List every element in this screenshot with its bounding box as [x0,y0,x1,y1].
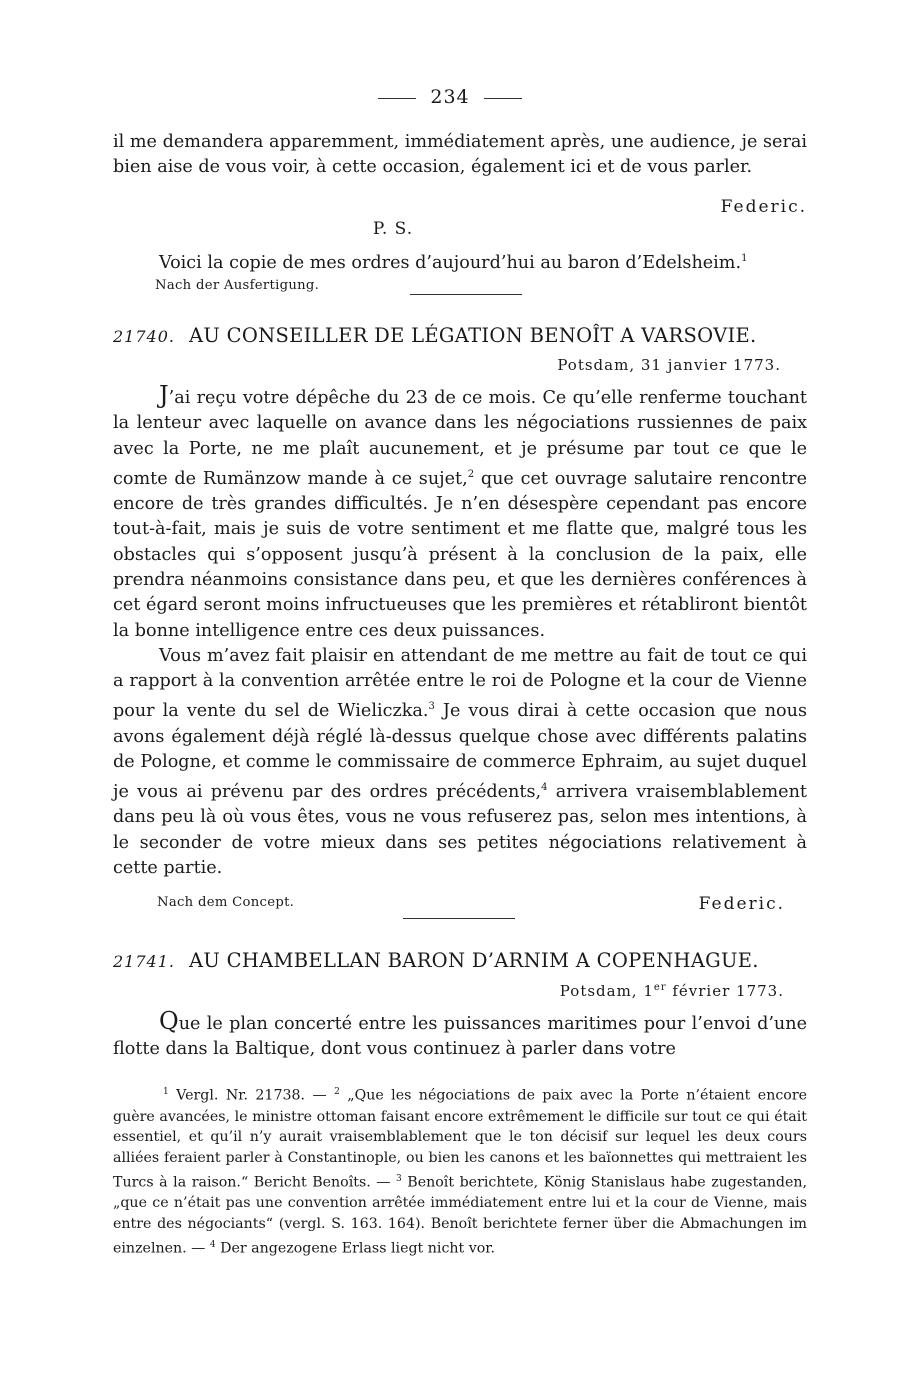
postscript-source: Nach der Ausfertigung. [155,278,320,293]
letter-21740-paragraph-1 [113,383,807,644]
page-number-rule-left [378,98,416,99]
letter-21740-paragraph-2 [113,644,807,881]
letter-21741-heading [113,949,807,972]
letter-21740-p1-text-a: ’ai reçu votre dépêche du 23 de ce mois. Ce qu’elle renferme touchant la lenteur avec laquelle on avance dans les négociations russiennes de paix avec la Porte, ne me plaît aucunement, et je présume par tout ce que le comte de Rumänzow mande à ce sujet, [113,388,807,489]
postscript-paragraph [159,246,819,276]
footnote-4-marker: 4 [209,1240,216,1251]
letter-21740-heading [113,324,807,347]
continuation-paragraph: il me demandera apparemment, immédiatement après, une audience, je serai bien aise de vous voir, à cette occasion, également ici et de vous parler. [113,132,807,178]
footnotes [113,1082,807,1260]
postscript-note-ref: 1 [741,253,748,264]
continuation-signature: Federic. [720,197,807,217]
footnotes-paragraph [113,1082,807,1260]
letter-21740-body [113,383,807,881]
letter-21741-initial: Q [159,1007,179,1035]
note-ref-4: 4 [541,782,548,794]
letter-21741-body [113,1009,807,1063]
continuation-block [113,130,807,181]
letter-21741-dateline-b: février 1773. [666,982,784,1000]
letter-21740-title: AU CONSEILLER DE LÉGATION BENOÎT A VARSOVIE. [188,324,757,347]
letter-21741-dateline-sup: er [653,982,667,993]
letter-21740-source: Nach dem Concept. [157,895,295,910]
letter-21740-p2-text-c: arrivera vraisemblablement dans peu là où vous êtes, vous ne vous refuserez pas, selon mes intentions, à le seconder de votre mieux dans ses petites négociations relativement à cette partie. [113,782,807,878]
letter-21741-paragraph-1 [113,1009,807,1063]
postscript-label: P. S. [372,219,414,239]
footnote-1-text: Vergl. Nr. 21738. — [168,1087,335,1104]
page-number-rule-right [484,98,522,99]
separator-rule-1 [410,294,522,295]
letter-21740-number: 21740. [113,327,175,346]
footnote-2-marker: 2 [334,1087,340,1097]
page-number-text: 234 [430,86,470,108]
letter-21740-signature: Federic. [698,894,785,914]
letter-21740-p2-text-b: Je vous dirai à cette occasion que nous avons également déjà réglé là-dessus quelque chose avec différents palatins de Pologne, et comme le commissaire de commerce Ephraim, au sujet duquel je vous ai prévenu par des ordres précédents, [113,701,807,803]
separator-rule-2 [403,918,515,919]
note-ref-3: 3 [428,701,435,713]
letter-21741-dateline [113,982,784,1000]
letter-21740-initial: J [159,381,169,409]
letter-21740-dateline: Potsdam, 31 janvier 1773. [557,356,781,374]
note-ref-2: 2 [467,468,475,480]
footnote-3-marker: 3 [396,1173,402,1184]
letter-21741-number: 21741. [113,952,175,971]
letter-21741-title: AU CHAMBELLAN BARON D’ARNIM A COPENHAGUE. [188,949,759,972]
postscript-text: Voici la copie de mes ordres d’aujourd’hui au baron d’Edelsheim. [159,252,742,273]
letter-21741-p1-text: ue le plan concerté entre les puissances maritimes pour l’envoi d’une flotte dans la Baltique, dont vous continuez à parler dans votre [113,1014,807,1060]
footnote-1-marker: 1 [163,1087,169,1097]
page-number [0,86,900,108]
letter-21741-dateline-a: Potsdam, 1 [559,982,654,1000]
letter-21740-p2-text-a: Vous m’avez fait plaisir en attendant de me mettre au fait de tout ce qui a rapport à la convention arrêtée entre le roi de Pologne et la cour de Vienne pour la vente du sel de Wieliczka. [113,645,807,722]
footnote-4-text: Der angezogene Erlass liegt nicht vor. [215,1240,496,1257]
footnote-2-text: „Que les négociations de paix avec la Porte n’étaient encore guère avancées, le ministre ottoman faisant encore extrêmement le difficile sur tout ce qui était essentiel, et qu’il n’y aurait vraisemblablement que le ton décisif sur lequel les deux cours alliées feraient parler à Constantinople, ou bien les canons et les baïonnettes qui mettraient les Turcs à la raison.“ Bericht Benoîts. — [113,1087,807,1191]
footnote-3-text: Benoît berichtete, König Stanislaus habe zugestanden, „que ce n’était pas une convention arrêtée immédiatement entre lui et la cour de Vienne, mais entre des négociants“ (vergl. S. 163. 164). Benoît berichtete ferner über die Abmachungen im einzelnen. — [113,1174,807,1257]
letter-21740-p1-text-b: que cet ouvrage salutaire rencontre encore de très grandes difficultés. Je n’en désespère cependant pas encore tout-à-fait, mais je suis de votre sentiment et me flatte que, malgré tous les obstacles qui s’opposent jusqu’à présent à la conclusion de la paix, elle prendra néanmoins consistance dans peu, et que les dernières conférences à cet égard seront moins infructueuses que les premières et rétabliront bientôt la bonne intelligence entre ces deux puissances. [113,468,807,641]
